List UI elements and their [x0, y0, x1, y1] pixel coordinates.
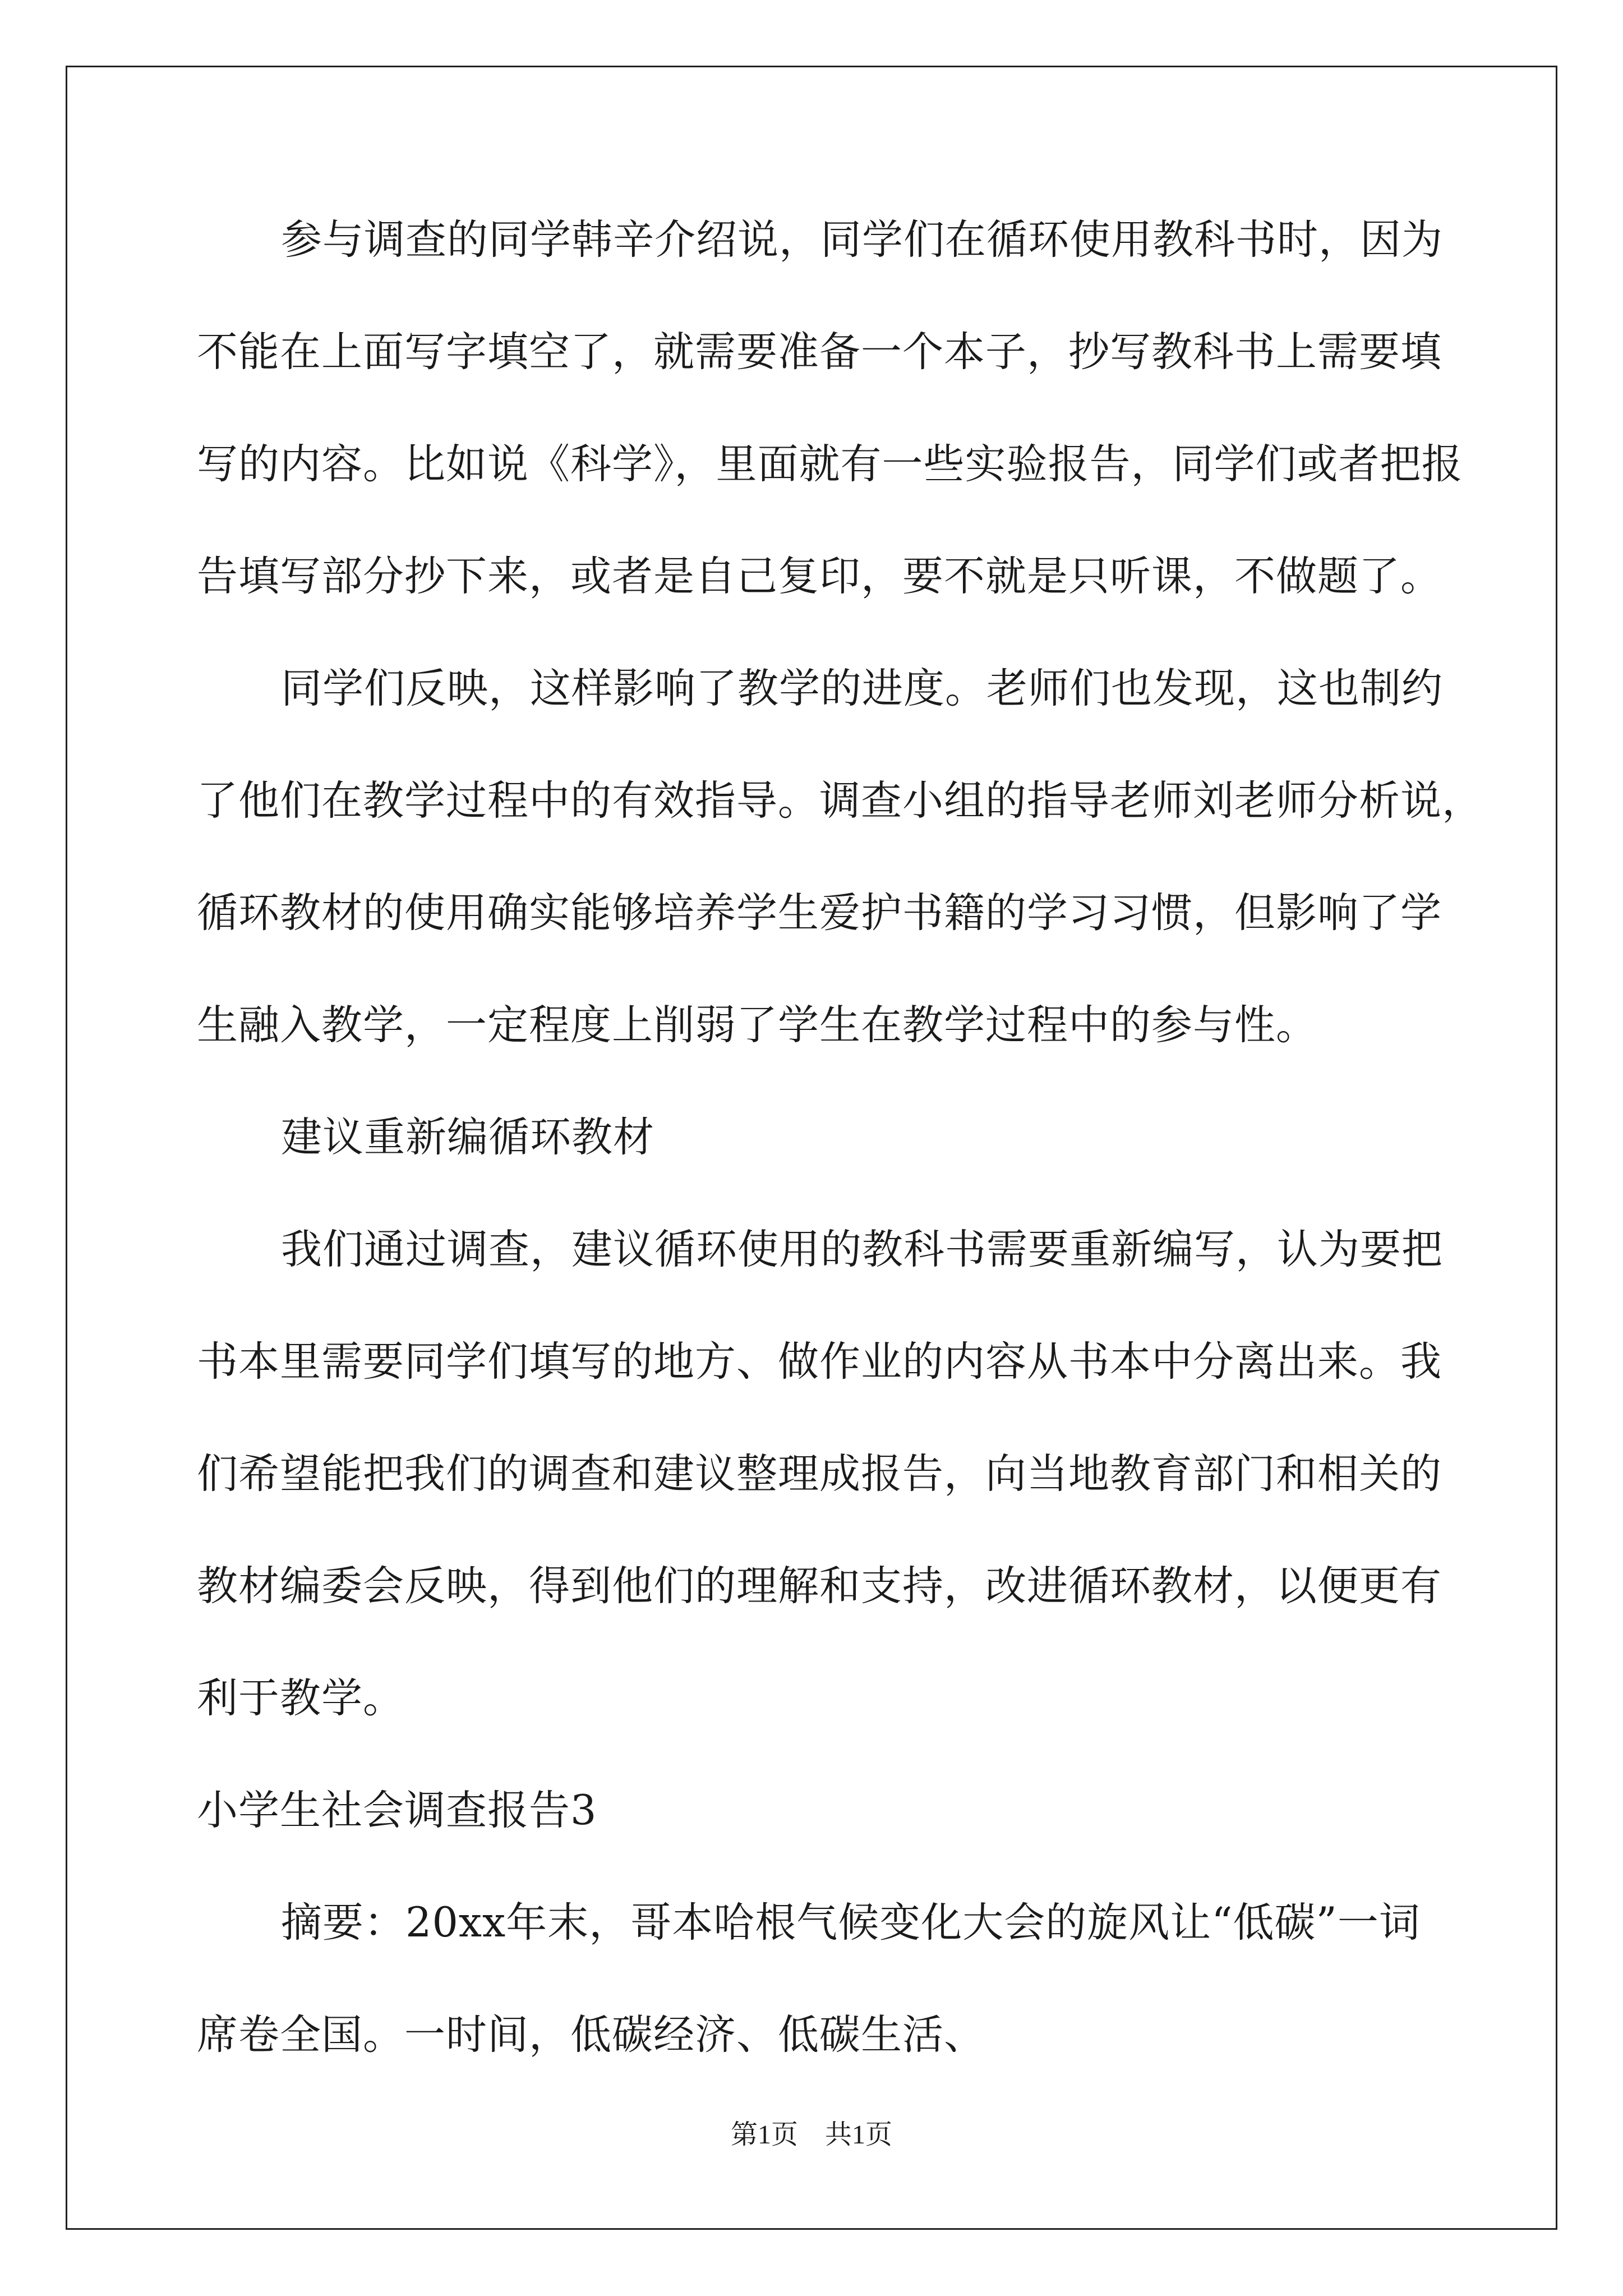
paragraph-line: 利于教学。 [197, 1674, 404, 1722]
paragraph-line: 告填写部分抄下来，或者是自己复印，要不就是只听课，不做题了。 [197, 553, 1442, 600]
paragraph-line: 写的内容。比如说《科学》，里面就有一些实验报告，同学们或者把报 [197, 440, 1463, 488]
paragraph-line: 循环教材的使用确实能够培养学生爱护书籍的学习习惯，但影响了学 [197, 889, 1442, 937]
paragraph-line: 不能在上面写字填空了，就需要准备一个本子，抄写教科书上需要填 [197, 328, 1442, 376]
paragraph-line: 参与调查的同学韩辛介绍说，同学们在循环使用教科书时，因为 [281, 216, 1443, 264]
paragraph-line: 书本里需要同学们填写的地方、做作业的内容从书本中分离出来。我 [197, 1338, 1442, 1386]
section-subheading: 建议重新编循环教材 [281, 1114, 654, 1161]
page-number-footer: 第1页 共1页 [730, 2120, 892, 2150]
paragraph-line: 我们通过调查，建议循环使用的教科书需要重新编写，认为要把 [281, 1226, 1443, 1273]
paragraph-line: 了他们在教学过程中的有效指导。调查小组的指导老师刘老师分析说， [197, 777, 1483, 825]
paragraph-line: 生融入教学，一定程度上削弱了学生在教学过程中的参与性。 [197, 1001, 1317, 1049]
paragraph-line: 们希望能把我们的调查和建议整理成报告，向当地教育部门和相关的 [197, 1450, 1442, 1498]
paragraph-line: 教材编委会反映，得到他们的理解和支持，改进循环教材，以便更有 [197, 1562, 1442, 1610]
section-title: 小学生社会调查报告3 [197, 1787, 597, 1834]
paragraph-line: 摘要：20xx年末，哥本哈根气候变化大会的旋风让“低碳”一词 [281, 1899, 1421, 1947]
paragraph-line: 同学们反映，这样影响了教学的进度。老师们也发现，这也制约 [281, 665, 1443, 712]
paragraph-line: 席卷全国。一时间，低碳经济、低碳生活、 [197, 2011, 985, 2059]
